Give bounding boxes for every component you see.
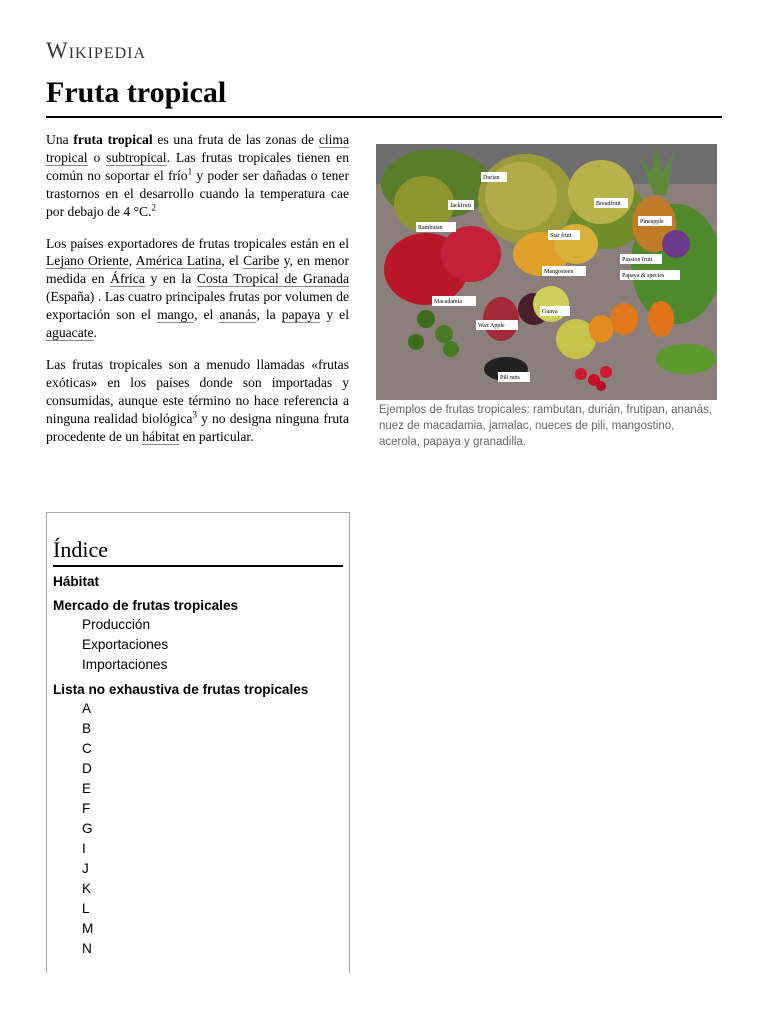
- text: Una: [46, 132, 74, 147]
- text: ,: [128, 253, 136, 269]
- link-habitat[interactable]: hábitat: [142, 428, 180, 444]
- label-breadfruit: Breadfruit: [596, 201, 621, 207]
- toc-item-n[interactable]: N: [82, 941, 92, 956]
- toc-item-a[interactable]: A: [82, 701, 92, 716]
- text: en particular.: [179, 428, 254, 444]
- text: Las frutas tropicales son a menudo llamadas «frutas exóticas» en los países donde son importadas y consumidas, aunque este término no hace referencia a ninguna realidad biológica: [46, 356, 349, 426]
- toc-item-f[interactable]: F: [82, 801, 91, 816]
- toc-title: Índice: [53, 537, 343, 567]
- label-macadamia: Macadamia: [434, 299, 462, 305]
- label-mangosteen: Mangosteen: [544, 269, 574, 275]
- label-rambutan: Rambutan: [418, 225, 443, 231]
- article-body: [46, 131, 349, 460]
- figure-caption: Ejemplos de frutas tropicales: rambutan, durián, frutipan, ananás, nuez de macadamia, jamalac, nueces de pili, mangostino, acerola, papaya y granadilla.: [379, 404, 713, 448]
- bold-term: fruta tropical: [73, 132, 153, 147]
- toc-item-g[interactable]: G: [82, 821, 93, 836]
- toc-item-c[interactable]: C: [82, 741, 92, 756]
- text: .: [93, 325, 97, 341]
- label-passion-fruit: Passion fruit: [622, 257, 653, 263]
- toc-section-mercado[interactable]: Mercado de frutas tropicales: [53, 598, 239, 613]
- reference-3[interactable]: 3: [192, 409, 197, 420]
- title-divider: [46, 116, 722, 118]
- text: y el: [320, 307, 349, 323]
- toc-item-exportaciones[interactable]: Exportaciones: [82, 637, 169, 652]
- link-subtropical[interactable]: subtropical: [106, 149, 167, 165]
- tropical-fruits-photo[interactable]: [376, 144, 717, 400]
- label-papaya: Papaya & species: [622, 273, 665, 279]
- label-jackfruit: Jackfruit: [450, 203, 471, 209]
- toc-item-i[interactable]: I: [82, 841, 86, 856]
- toc-item-e[interactable]: E: [82, 781, 92, 796]
- label-durian: Durian: [483, 175, 500, 181]
- text: , el: [221, 253, 244, 269]
- text: y, en menor medida en: [46, 253, 349, 287]
- label-guava: Guava: [542, 309, 558, 315]
- link-clima-tropical[interactable]: clima tropical: [46, 132, 350, 165]
- link-africa[interactable]: África: [110, 271, 145, 287]
- text: y en la: [144, 271, 197, 287]
- text: , la: [256, 307, 282, 323]
- fruit-figure: [376, 144, 717, 450]
- text: Los países exportadores de frutas tropicales están en el: [46, 235, 349, 251]
- link-ananas[interactable]: ananás: [219, 307, 257, 323]
- wikipedia-wordmark[interactable]: Wikipedia: [46, 38, 147, 63]
- label-pineapple: Pineapple: [640, 219, 664, 225]
- label-pili-nuts: Pili nuts: [500, 375, 520, 381]
- link-caribe[interactable]: Caribe: [243, 253, 280, 269]
- link-aguacate[interactable]: aguacate: [46, 325, 94, 341]
- toc-item-k[interactable]: K: [82, 881, 92, 896]
- toc-item-j[interactable]: J: [82, 861, 89, 876]
- exotic-paragraph: [46, 356, 349, 446]
- page-title: Fruta tropical: [46, 76, 227, 109]
- exporters-paragraph: [46, 235, 349, 342]
- toc-item-l[interactable]: L: [82, 901, 90, 916]
- table-of-contents: [46, 512, 350, 973]
- link-lejano-oriente[interactable]: Lejano Oriente: [46, 253, 129, 269]
- text: y no designa ninguna fruta procedente de un: [46, 410, 349, 444]
- text: es una fruta de las zonas de: [152, 132, 319, 147]
- link-costa-tropical[interactable]: Costa Tropical de Granada: [196, 271, 349, 287]
- toc-item-b[interactable]: B: [82, 721, 92, 736]
- label-star-fruit: Star fruit: [550, 233, 572, 239]
- toc-section-habitat[interactable]: Hábitat: [53, 574, 100, 589]
- text: (España) . Las cuatro principales frutas por volumen de exportación son el: [46, 289, 349, 323]
- toc-item-produccion[interactable]: Producción: [82, 617, 151, 632]
- toc-item-d[interactable]: D: [82, 761, 92, 776]
- link-mango[interactable]: mango: [157, 307, 195, 323]
- text: . Las frutas tropicales tienen en común no soportar el frío: [46, 149, 349, 183]
- link-america-latina[interactable]: América Latina: [135, 253, 222, 269]
- label-wax-apple: Wax Apple: [478, 323, 505, 329]
- toc-item-m[interactable]: M: [82, 921, 94, 936]
- text: y poder ser dañadas o tener trastornos en el desarrollo cuando la temperatura cae por debajo de 4 °C.: [46, 167, 349, 219]
- reference-2[interactable]: 2: [151, 202, 156, 213]
- link-papaya[interactable]: papaya: [281, 307, 321, 323]
- text: , el: [194, 307, 220, 323]
- toc-section-lista[interactable]: Lista no exhaustiva de frutas tropicales: [53, 682, 309, 697]
- toc-item-importaciones[interactable]: Importaciones: [82, 657, 168, 672]
- reference-1[interactable]: 1: [187, 166, 193, 177]
- text: o: [87, 149, 107, 165]
- intro-paragraph: [46, 131, 349, 221]
